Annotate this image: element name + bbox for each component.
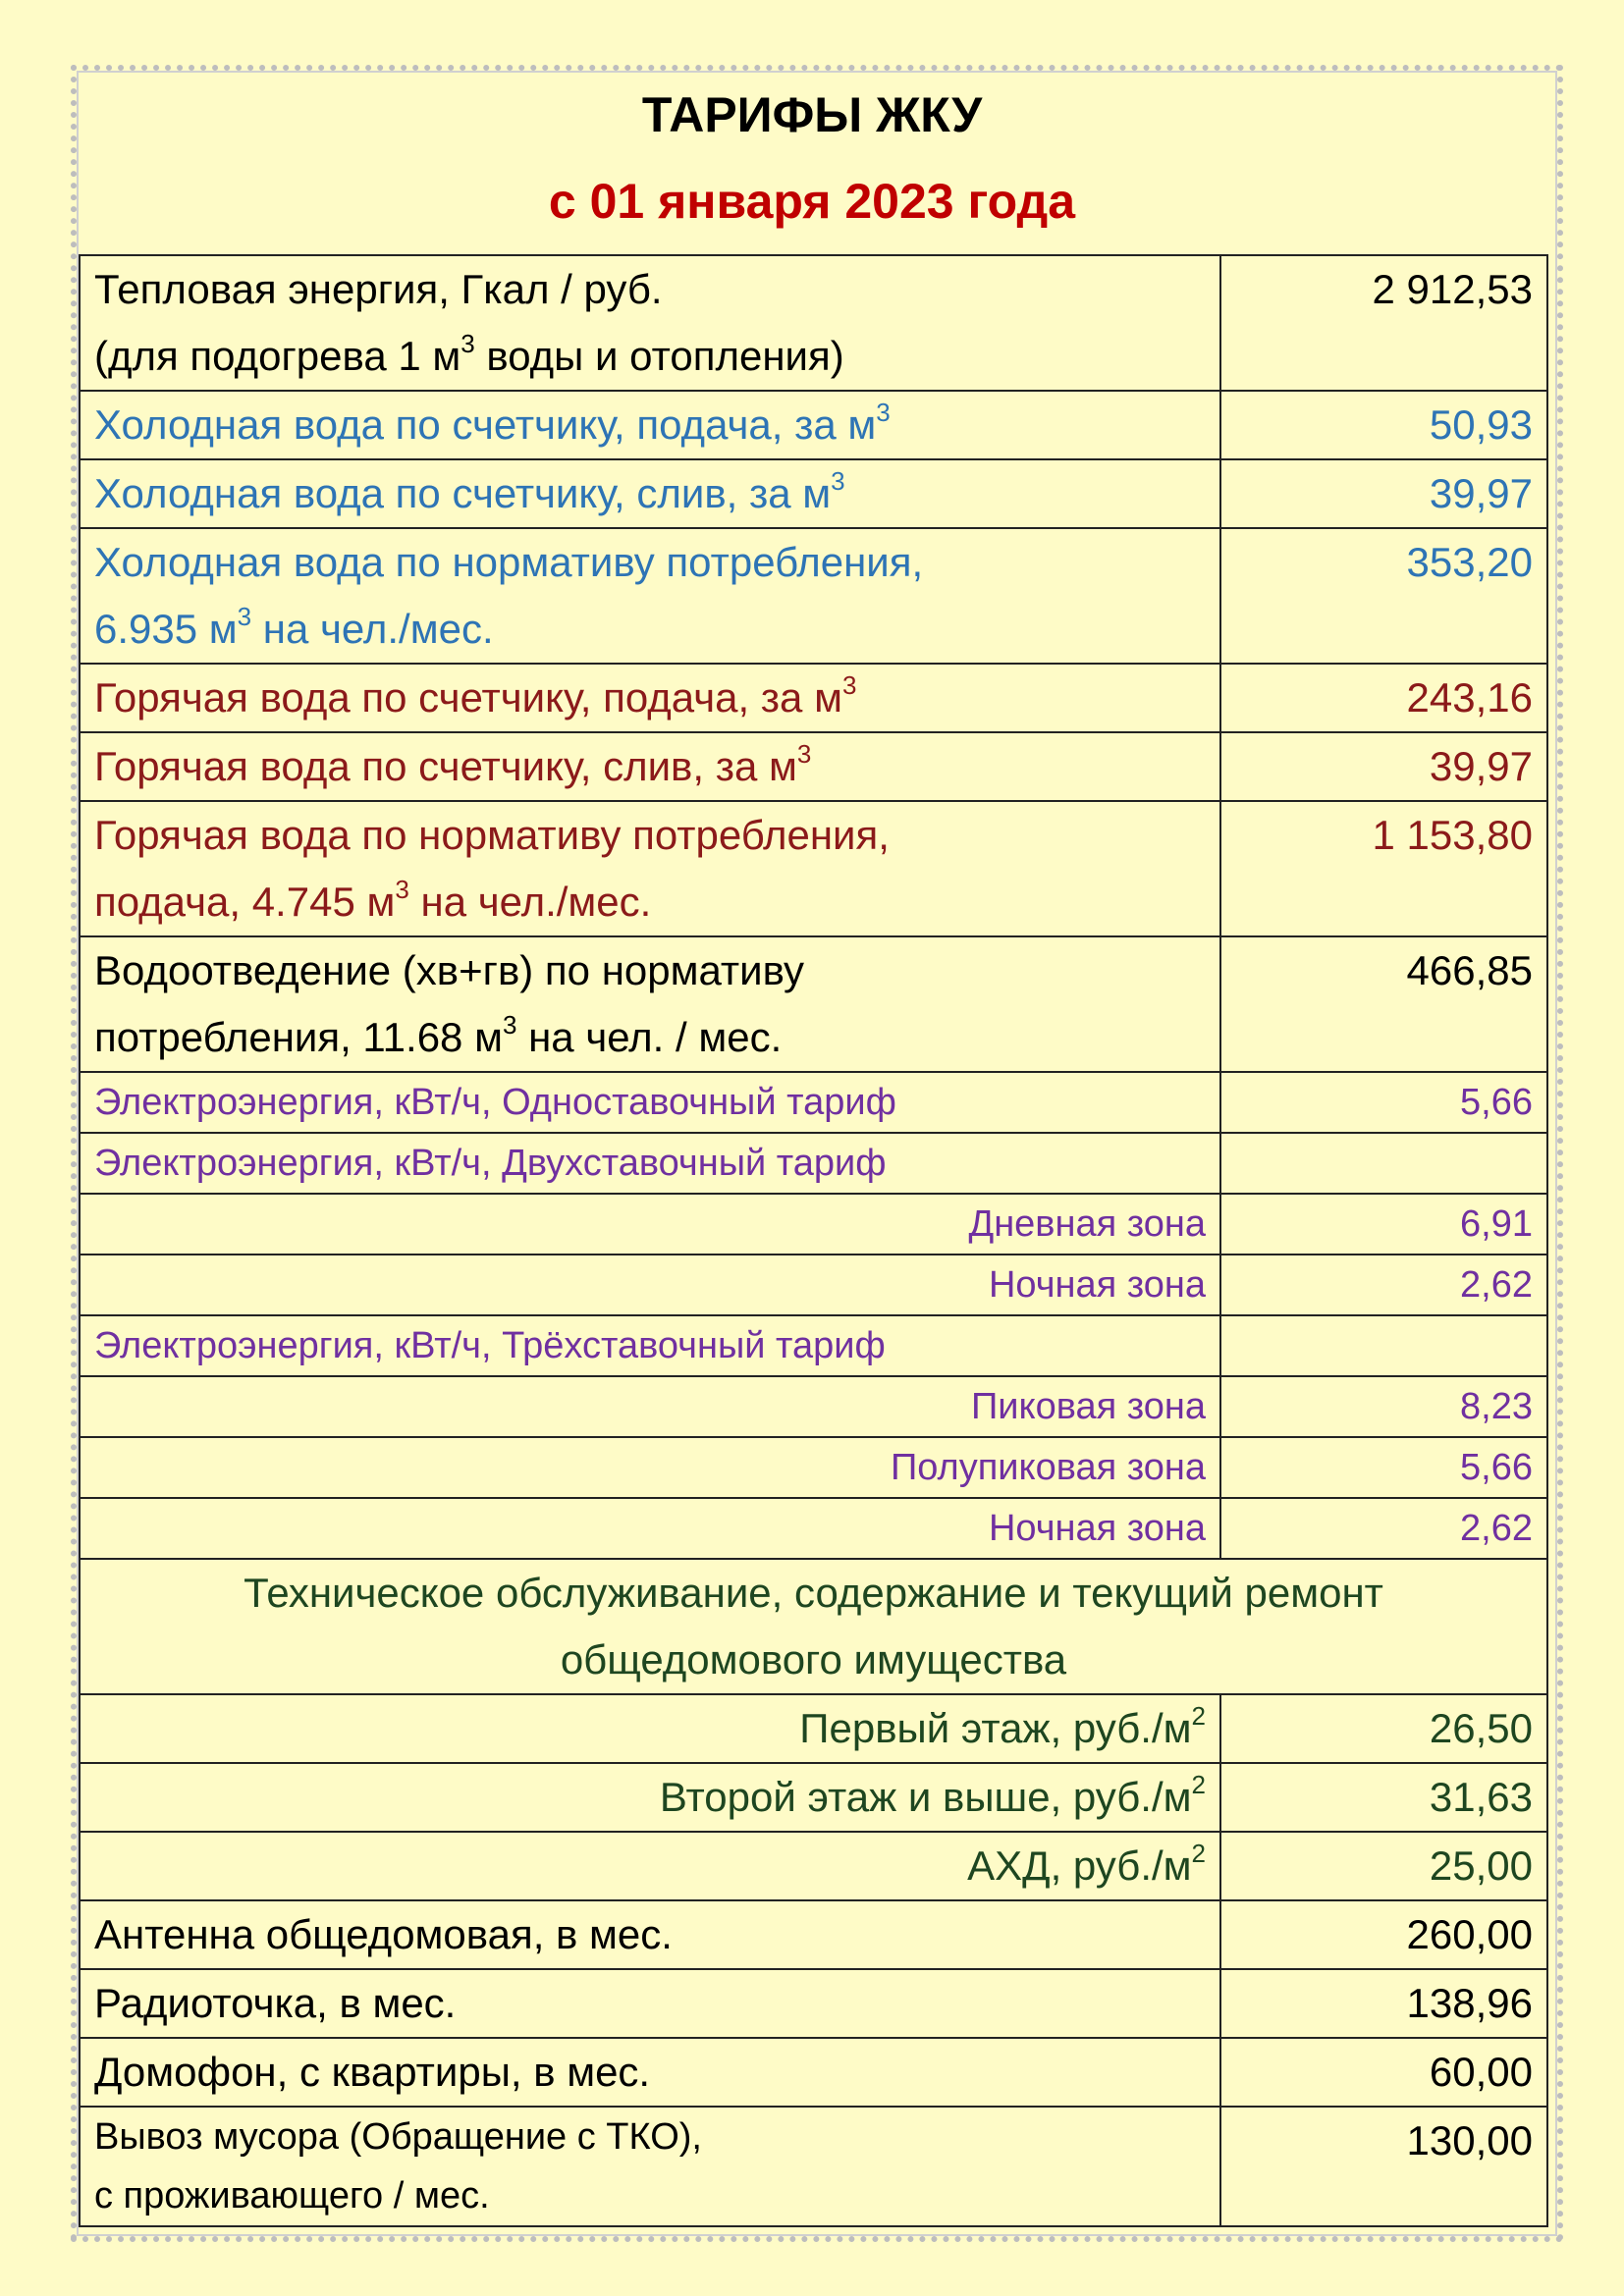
- row-value: 5,66: [1220, 1437, 1547, 1498]
- row-value: 243,16: [1220, 664, 1547, 732]
- row-label: Электроэнергия, кВт/ч, Трёхставочный тариф: [80, 1315, 1220, 1376]
- section-header: Техническое обслуживание, содержание и текущий ремонт общедомового имущества: [80, 1559, 1547, 1694]
- row-value: 2 912,53: [1220, 255, 1547, 391]
- row-value: 2,62: [1220, 1498, 1547, 1559]
- row-value: 31,63: [1220, 1763, 1547, 1832]
- row-label: Домофон, с квартиры, в мес.: [80, 2038, 1220, 2107]
- page-subtitle: с 01 января 2023 года: [548, 174, 1076, 229]
- row-label: Радиоточка, в мес.: [80, 1969, 1220, 2038]
- table-row: [80, 1498, 1547, 1559]
- row-value: 260,00: [1220, 1900, 1547, 1969]
- table-row: [80, 1437, 1547, 1498]
- row-label: Холодная вода по счетчику, слив, за $м^3$: [80, 459, 1220, 528]
- row-value: 50,93: [1220, 391, 1547, 459]
- row-label: Водоотведение (хв+гв) по нормативу потребления, 11.68 $м^3$ на чел. / мес.: [80, 936, 1220, 1072]
- row-label: Электроэнергия, кВт/ч, Двухставочный тариф: [80, 1133, 1220, 1194]
- row-label: Горячая вода по счетчику, слив, за $м^3$: [80, 732, 1220, 801]
- table-row: [80, 936, 1547, 1072]
- table-row: [80, 1255, 1547, 1315]
- table-row: [80, 1194, 1547, 1255]
- row-label: Горячая вода по нормативу потребления, подача, 4.745 $м^3$ на чел./мес.: [80, 801, 1220, 936]
- row-label: АХД, $руб./м^2$: [80, 1832, 1220, 1900]
- row-value: 6,91: [1220, 1194, 1547, 1255]
- row-label: Антенна общедомовая, в мес.: [80, 1900, 1220, 1969]
- row-value: 466,85: [1220, 936, 1547, 1072]
- table-row: [80, 1832, 1547, 1900]
- table-row: [80, 1315, 1547, 1376]
- table-row: [80, 459, 1547, 528]
- row-value: 1 153,80: [1220, 801, 1547, 936]
- row-label: Вывоз мусора (Обращение с ТКО), с проживающего / мес.: [80, 2107, 1220, 2226]
- table-row: [80, 1072, 1547, 1133]
- row-value: [1220, 1133, 1547, 1194]
- row-label: Ночная зона: [80, 1255, 1220, 1315]
- row-value: [1220, 1315, 1547, 1376]
- table-row: [80, 1969, 1547, 2038]
- row-label: Ночная зона: [80, 1498, 1220, 1559]
- table-row: [80, 1376, 1547, 1437]
- row-label: Полупиковая зона: [80, 1437, 1220, 1498]
- row-value: 130,00: [1220, 2107, 1547, 2226]
- page-title: ТАРИФЫ ЖКУ: [641, 87, 983, 142]
- row-label: Дневная зона: [80, 1194, 1220, 1255]
- table-row: [80, 801, 1547, 936]
- table-row: [80, 1900, 1547, 1969]
- row-label: Холодная вода по нормативу потребления, 6.935 $м^3$ на чел./мес.: [80, 528, 1220, 664]
- row-label: Тепловая энергия, Гкал / руб. (для подогрева 1 $м^3$ воды и отопления): [80, 255, 1220, 391]
- row-value: 39,97: [1220, 732, 1547, 801]
- row-label: Холодная вода по счетчику, подача, за $м^3$: [80, 391, 1220, 459]
- row-label: Горячая вода по счетчику, подача, за $м^3$: [80, 664, 1220, 732]
- table-row: [80, 664, 1547, 732]
- row-label: Электроэнергия, кВт/ч, Одноставочный тариф: [80, 1072, 1220, 1133]
- table-row: [80, 255, 1547, 391]
- table-row: [80, 391, 1547, 459]
- table-row: [80, 528, 1547, 664]
- row-value: 26,50: [1220, 1694, 1547, 1763]
- row-label: Второй этаж и выше, $руб./м^2$: [80, 1763, 1220, 1832]
- row-value: 353,20: [1220, 528, 1547, 664]
- tariff-table: [79, 254, 1548, 2227]
- row-value: 39,97: [1220, 459, 1547, 528]
- row-value: 5,66: [1220, 1072, 1547, 1133]
- row-value: 8,23: [1220, 1376, 1547, 1437]
- row-label: Первый этаж, $руб./м^2$: [80, 1694, 1220, 1763]
- section-header-row: [80, 1559, 1547, 1694]
- row-label: Пиковая зона: [80, 1376, 1220, 1437]
- row-value: 138,96: [1220, 1969, 1547, 2038]
- table-row: [80, 732, 1547, 801]
- row-value: 25,00: [1220, 1832, 1547, 1900]
- table-row: [80, 2038, 1547, 2107]
- table-row: [80, 1763, 1547, 1832]
- table-row: [80, 2107, 1547, 2226]
- row-value: 2,62: [1220, 1255, 1547, 1315]
- table-row: [80, 1133, 1547, 1194]
- table-row: [80, 1694, 1547, 1763]
- row-value: 60,00: [1220, 2038, 1547, 2107]
